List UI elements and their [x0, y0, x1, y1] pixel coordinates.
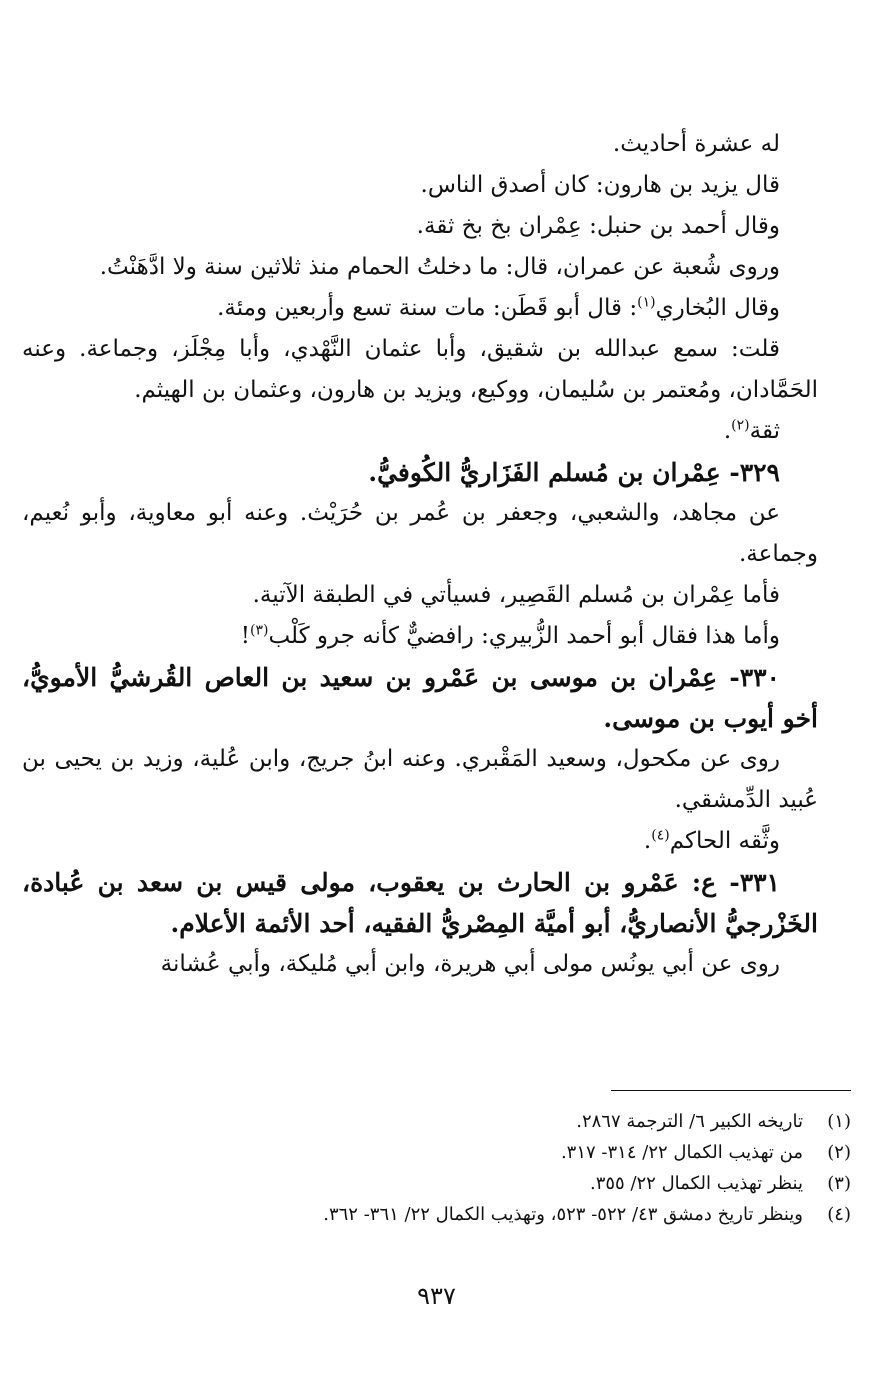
- paragraph: [22, 411, 818, 452]
- paragraph-text: وثَّقه الحاكم: [669, 828, 780, 854]
- footnote-text: ينظر تهذيب الكمال ٢٢/ ٣٥٥.: [589, 1173, 803, 1194]
- footnote-number: (٣): [827, 1173, 851, 1194]
- footnote: [51, 1199, 851, 1230]
- footnote-text: وينظر تاريخ دمشق ٤٣/ ٥٢٢- ٥٢٣، وتهذيب الكمال ٢٢/ ٣٦١- ٣٦٢.: [323, 1204, 803, 1225]
- footnote-text: تاريخه الكبير ٦/ الترجمة ٢٨٦٧.: [576, 1111, 803, 1132]
- paragraph-text: قلت: سمع عبدالله بن شقيق، وأبا عثمان النَّهْدي، وأبا مِجْلَز، وجماعة. وعنه الحَمَّادان، ومُعتمر بن سُليمان، ووكيع، ويزيد بن هارون، وعثمان بن الهيثم.: [22, 336, 818, 403]
- paragraph: [22, 493, 818, 575]
- paragraph: [22, 247, 818, 288]
- paragraph-text: وأما هذا فقال أبو أحمد الزُّبيري: رافضيٌّ كأنه جرو كَلْب: [268, 623, 780, 649]
- page-number: ٩٣٧: [417, 1282, 456, 1310]
- paragraph: [22, 821, 818, 862]
- paragraph-text: فأما عِمْران بن مُسلم القَصِير، فسيأتي في الطبقة الآتية.: [252, 582, 780, 608]
- paragraph-text: وروى شُعبة عن عمران، قال: ما دخلتُ الحمام منذ ثلاثين سنة ولا ادَّهَنْتُ.: [99, 254, 780, 280]
- paragraph: [22, 944, 818, 985]
- footnotes: [51, 1106, 851, 1230]
- paragraph: [22, 329, 818, 411]
- paragraph-text: ثقة: [749, 418, 780, 444]
- footnote-number: (١): [827, 1111, 851, 1132]
- footnote-ref: (٣): [249, 622, 269, 639]
- footnote-number: (٢): [827, 1142, 851, 1163]
- body-text: [0, 124, 873, 985]
- entry-heading: [22, 452, 818, 493]
- footnote-divider: [611, 1090, 851, 1091]
- paragraph: [22, 739, 818, 821]
- paragraph: [22, 616, 818, 657]
- paragraph-text: قال يزيد بن هارون: كان أصدق الناس.: [420, 172, 780, 198]
- paragraph: [22, 165, 818, 206]
- paragraph-text: روى عن أبي يونُس مولى أبي هريرة، وابن أبي مُليكة، وأبي عُشانة: [160, 951, 780, 977]
- paragraph-text-after: .: [643, 828, 652, 854]
- paragraph-text: ٣٣١- ع: عَمْرو بن الحارث بن يعقوب، مولى قيس بن سعد بن عُبادة، الخَزْرجيُّ الأنصاريُّ، أبو أميَّة المِصْريُّ الفقيه، أحد الأئمة الأعلام.: [22, 868, 818, 938]
- paragraph: [22, 206, 818, 247]
- entry-heading: [22, 657, 818, 739]
- footnote-ref: (٢): [731, 417, 750, 434]
- footnote-ref: (١): [637, 294, 656, 311]
- paragraph-text-after: !: [240, 623, 250, 649]
- paragraph-text-after: .: [723, 418, 732, 444]
- paragraph: [22, 124, 818, 165]
- paragraph-text: ٣٣٠- عِمْران بن موسى بن عَمْرو بن سعيد بن العاص القُرشيُّ الأمويُّ، أخو أيوب بن موسى.: [22, 663, 818, 733]
- paragraph-text: وقال البُخاري: [655, 295, 780, 321]
- footnote-text: من تهذيب الكمال ٢٢/ ٣١٤- ٣١٧.: [560, 1142, 803, 1163]
- footnote-ref: (٤): [651, 827, 670, 844]
- paragraph-text: له عشرة أحاديث.: [612, 131, 780, 157]
- footnote: [51, 1106, 851, 1137]
- footnote: [51, 1137, 851, 1168]
- paragraph-text: عن مجاهد، والشعبي، وجعفر بن عُمر بن حُرَيْث. وعنه أبو معاوية، وأبو نُعيم، وجماعة.: [22, 500, 818, 567]
- paragraph-text: ٣٢٩- عِمْران بن مُسلم الفَزَاريُّ الكُوفيُّ.: [368, 458, 780, 487]
- paragraph-text: وقال أحمد بن حنبل: عِمْران بخ بخ ثقة.: [416, 213, 780, 239]
- footnote: [51, 1168, 851, 1199]
- paragraph-text: روى عن مكحول، وسعيد المَقْبري. وعنه ابنُ جريج، وابن عُلية، وزيد بن يحيى بن عُبيد الدِّمشقي.: [22, 746, 818, 813]
- entry-heading: [22, 862, 818, 944]
- paragraph: [22, 288, 818, 329]
- footnote-number: (٤): [827, 1204, 851, 1225]
- paragraph-text-after: : قال أبو قَطَن: مات سنة تسع وأربعين ومئة.: [217, 295, 638, 321]
- paragraph: [22, 575, 818, 616]
